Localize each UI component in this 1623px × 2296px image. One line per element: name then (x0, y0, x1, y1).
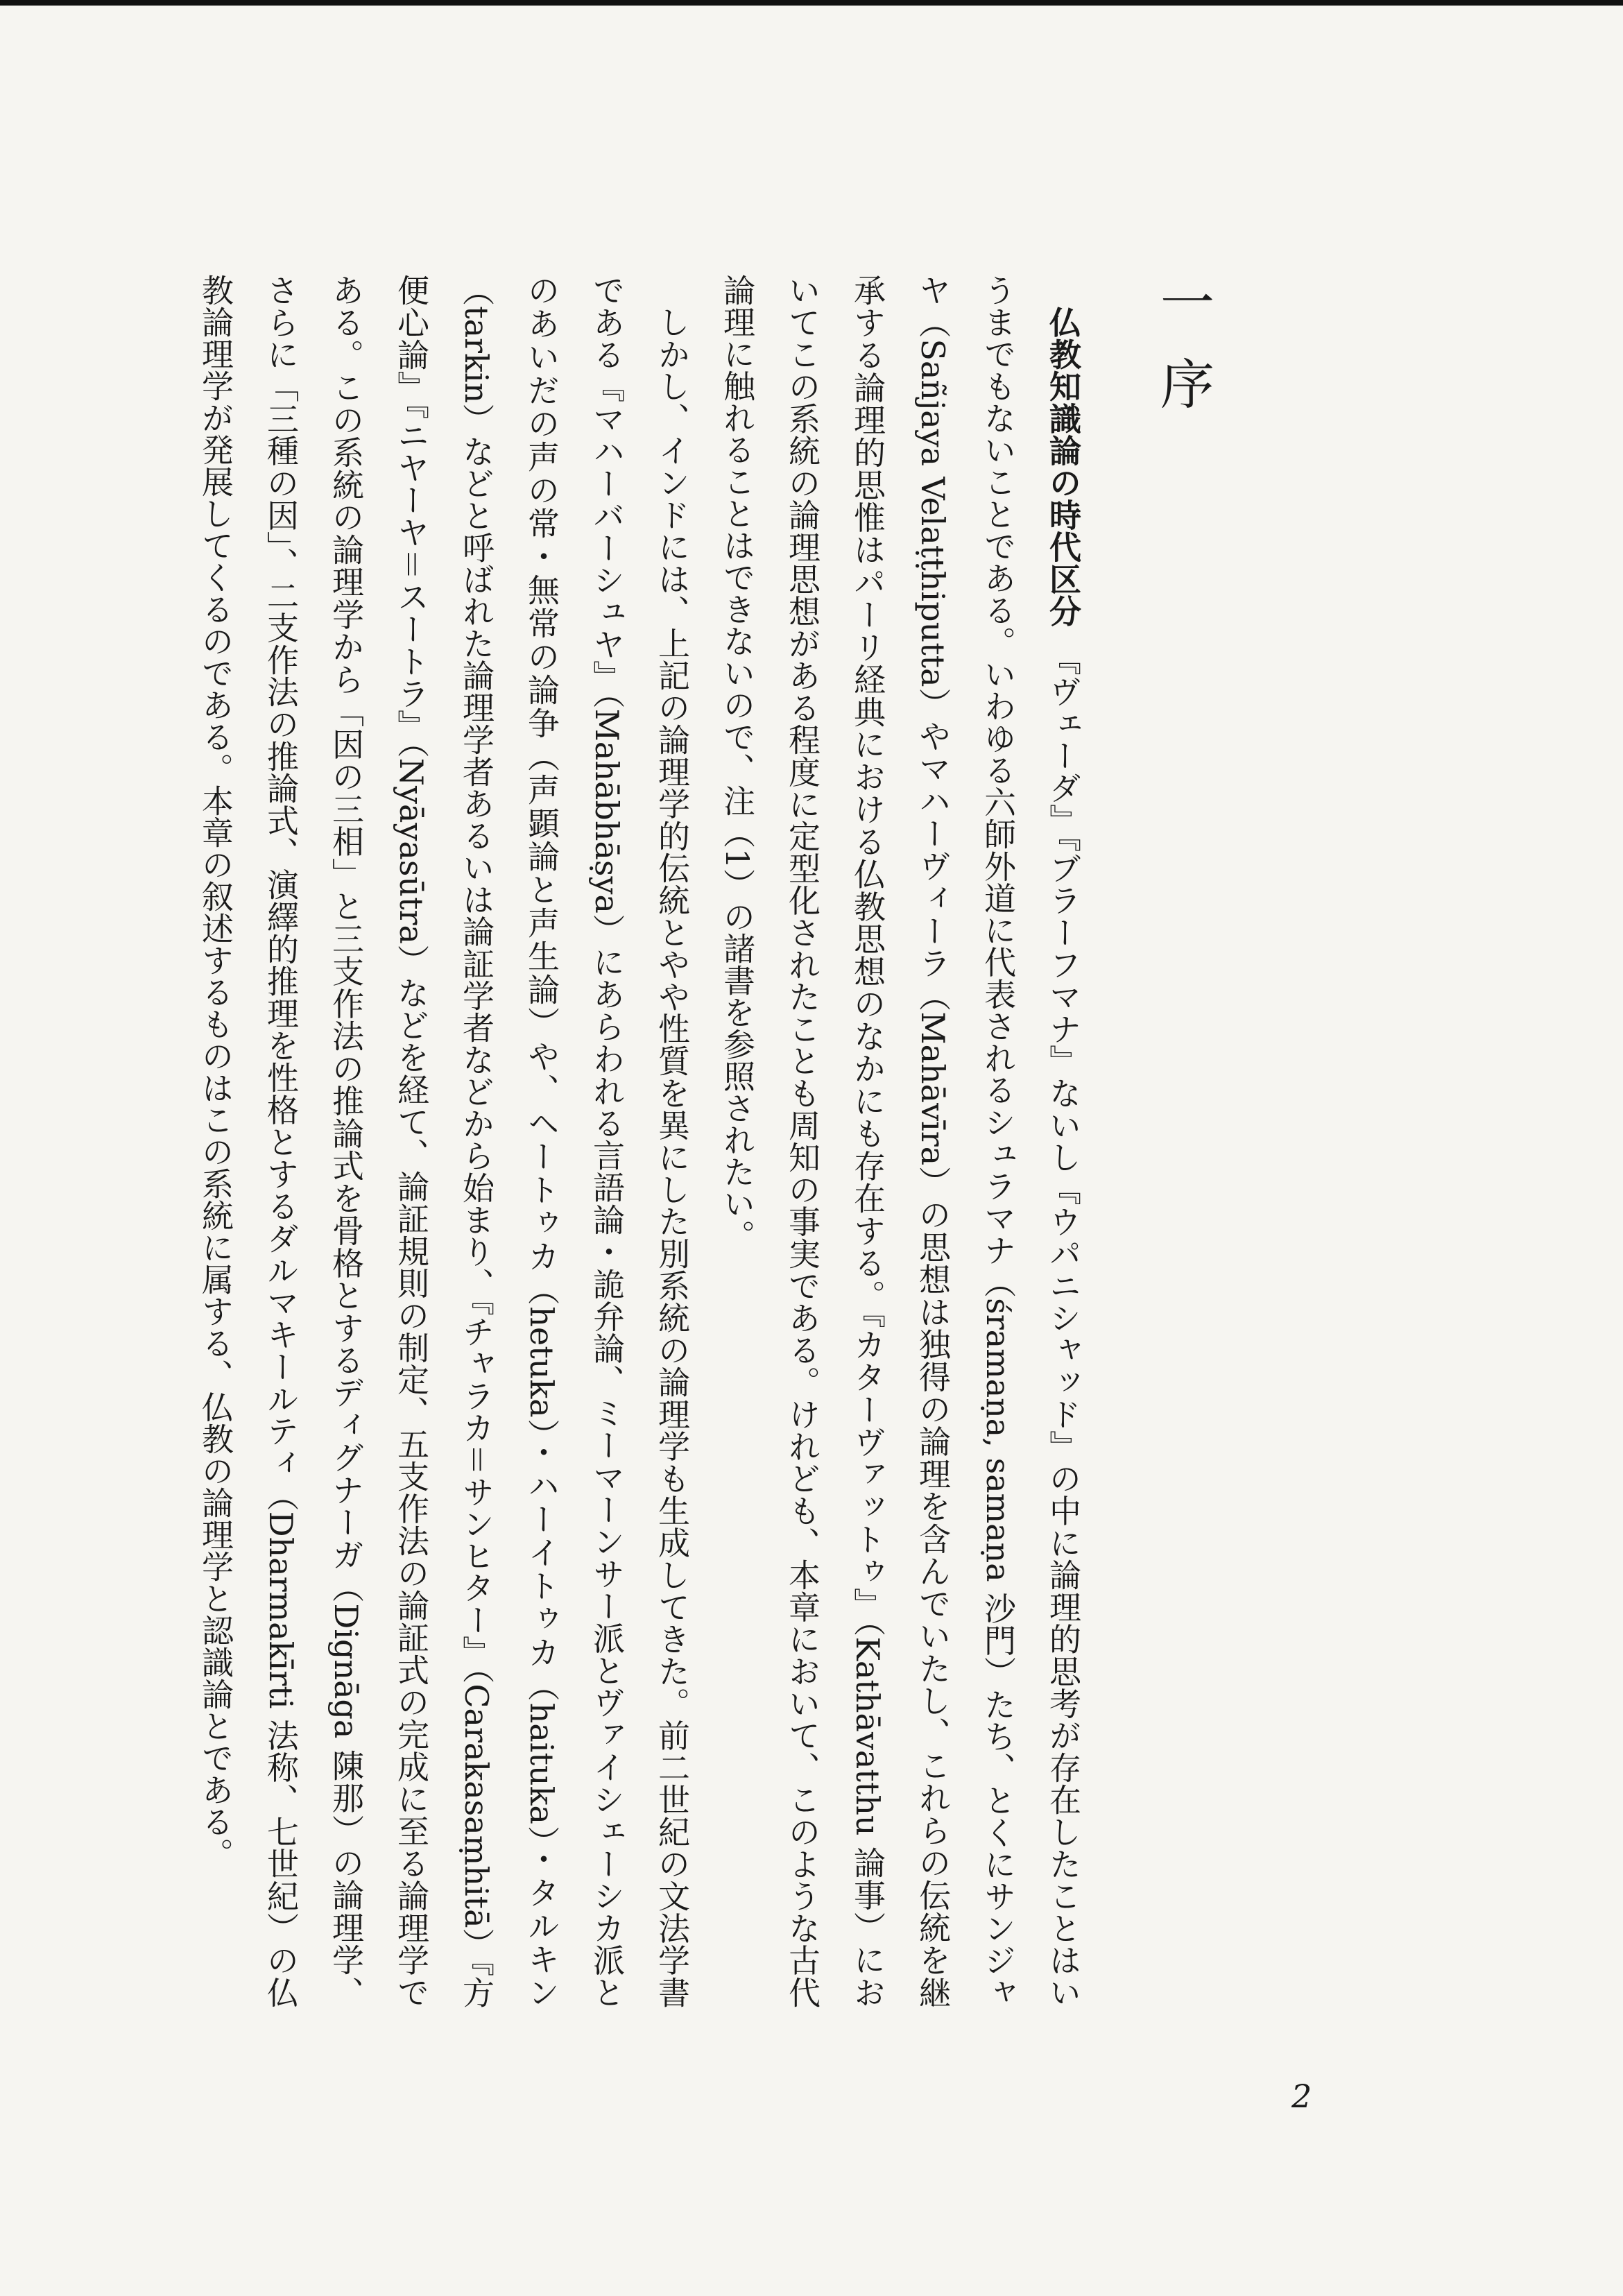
chapter-title: 序 (1151, 356, 1214, 438)
paragraph-1-text: 『ヴェーダ』『ブラーフマナ』ないし『ウパニシャッド』の中に論理的思考が存在したことはいうまでもないことである。いわゆる六師外道に代表されるシュラマナ（śramaṇa, samaṇa 沙門）たち、とくにサンジャヤ（Sañjaya Velaṭṭhiputta）やマハーヴィーラ（Mahāvīra）の思想は独得の論理を含んでいたし、これらの伝統を継承する論理的思惟はパーリ経典における仏教思想のなかにも存在する。『カターヴァットゥ』（Kathāvatthu 論事）においてこの系統の論理思想がある程度に定型化されたことも周知の事実である。けれども、本章において、このような古代論理に触れることはできないので、注（1）の諸書を参照されたい。 (719, 274, 1082, 2009)
paragraph-2: しかし、インドには、上記の論理学的伝統とやや性質を異にした別系統の論理学も生成してきた。前二世紀の文法学書である『マハーバーシュヤ』（Mahābhāṣya）にあらわれる言語論・詭弁論、ミーマーンサー派とヴァイシェーシカ派とのあいだの声の常・無常の論争（声顕論と声生論）や、ヘートゥカ（hetuka）・ハーイトゥカ（haituka）・タルキン（tarkin）などと呼ばれた論理学者あるいは論証学者などから始まり、『チャラカ＝サンヒター』（Carakasaṃhitā）『方便心論』『ニヤーヤ＝スートラ』（Nyāyasūtra）などを経て、論証規則の制定、五支作法の論証式の完成に至る論理学である。この系統の論理学から「因の三相」と三支作法の推論式を骨格とするディグナーガ（Dignāga 陳那）の論理学、さらに「三種の因」、二支作法の推論式、演繹的推理を性格とするダルマキールティ（Dharmakīrti 法称、七世紀）の仏教論理学が発展してくるのである。本章の叙述するものはこの系統に属する、仏教の論理学と認識論とである。 (197, 274, 691, 2008)
page-number: 2 (1291, 2077, 1312, 2115)
body-text (194, 274, 1096, 2008)
section-heading: 仏教知識論の時代区分 (1045, 306, 1082, 628)
paragraph-1 (705, 274, 1096, 2008)
chapter-heading (1137, 274, 1228, 454)
chapter-number: 一 (1151, 274, 1214, 356)
top-border-rule (0, 0, 1623, 6)
